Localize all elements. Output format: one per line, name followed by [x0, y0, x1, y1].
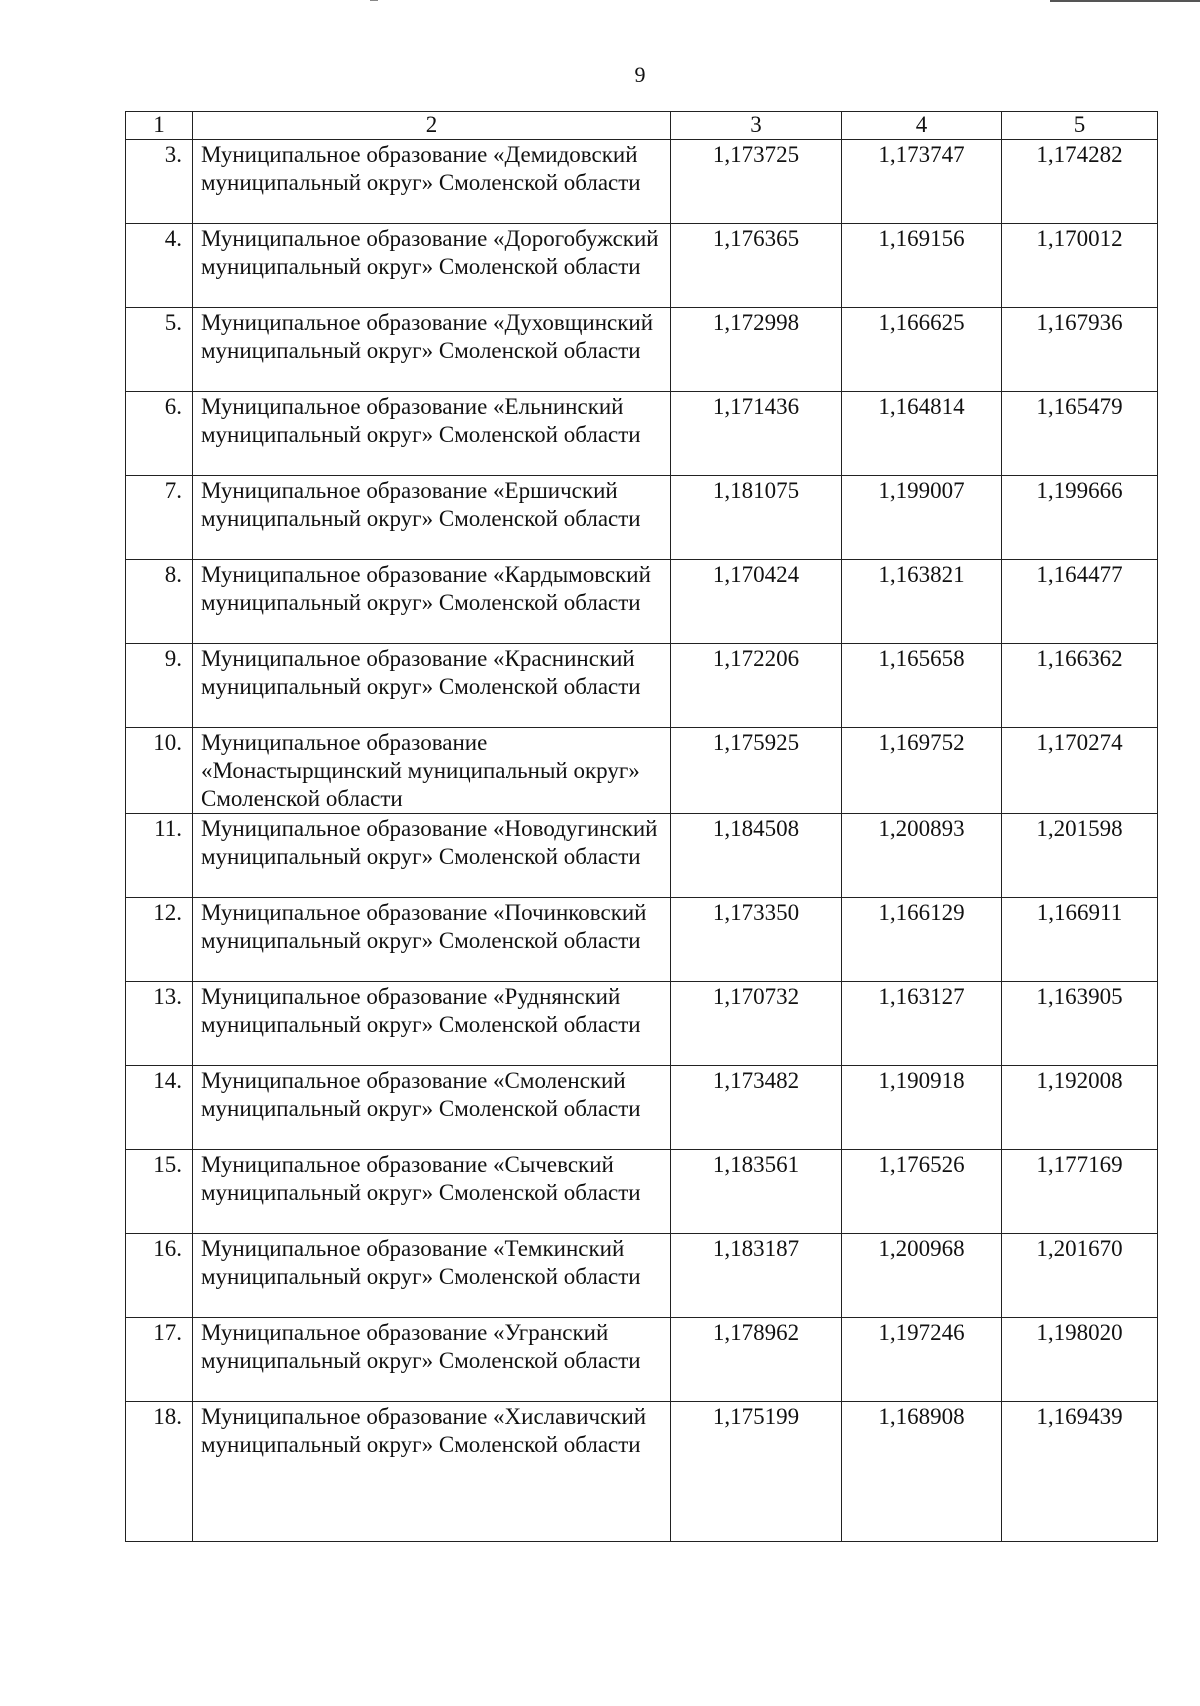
- coefficient-col-5: 1,170012: [1002, 224, 1158, 308]
- coefficient-col-4: 1,200968: [842, 1234, 1002, 1318]
- coefficient-col-3: 1,183187: [671, 1234, 842, 1318]
- table-row: [126, 982, 1158, 1066]
- coefficient-col-3: 1,173350: [671, 898, 842, 982]
- municipality-name: Муниципальное образование «Смоленский муниципальный округ» Смоленской области: [193, 1066, 671, 1150]
- coefficient-col-4: 1,168908: [842, 1402, 1002, 1542]
- table-row: [126, 1318, 1158, 1402]
- coefficient-col-5: 1,199666: [1002, 476, 1158, 560]
- municipality-name: Муниципальное образование «Краснинский муниципальный округ» Смоленской области: [193, 644, 671, 728]
- row-number: 10.: [126, 728, 193, 814]
- coefficient-col-5: 1,177169: [1002, 1150, 1158, 1234]
- coefficients-table: [125, 111, 1158, 1542]
- table-row: [126, 1402, 1158, 1542]
- coefficient-col-5: 1,164477: [1002, 560, 1158, 644]
- header-col-3: 3: [671, 112, 842, 140]
- row-number: 3.: [126, 140, 193, 224]
- coefficient-col-5: 1,198020: [1002, 1318, 1158, 1402]
- coefficient-col-3: 1,175199: [671, 1402, 842, 1542]
- municipality-name: Муниципальное образование «Угранский муниципальный округ» Смоленской области: [193, 1318, 671, 1402]
- coefficient-col-4: 1,197246: [842, 1318, 1002, 1402]
- row-number: 8.: [126, 560, 193, 644]
- municipality-name: Муниципальное образование «Ельнинский муниципальный округ» Смоленской области: [193, 392, 671, 476]
- row-number: 18.: [126, 1402, 193, 1542]
- municipality-name: Муниципальное образование «Демидовский муниципальный округ» Смоленской области: [193, 140, 671, 224]
- coefficient-col-3: 1,176365: [671, 224, 842, 308]
- header-col-4: 4: [842, 112, 1002, 140]
- municipality-name: Муниципальное образование «Темкинский муниципальный округ» Смоленской области: [193, 1234, 671, 1318]
- coefficient-col-4: 1,163127: [842, 982, 1002, 1066]
- row-number: 9.: [126, 644, 193, 728]
- scan-edge-line: [1050, 0, 1200, 2]
- row-number: 7.: [126, 476, 193, 560]
- coefficient-col-5: 1,166911: [1002, 898, 1158, 982]
- page-number: 9: [634, 62, 646, 87]
- coefficient-col-4: 1,190918: [842, 1066, 1002, 1150]
- coefficient-col-3: 1,173725: [671, 140, 842, 224]
- municipality-name: Муниципальное образование «Новодугинский муниципальный округ» Смоленской области: [193, 814, 671, 898]
- table-row: [126, 308, 1158, 392]
- municipality-name: Муниципальное образование «Дорогобужский муниципальный округ» Смоленской области: [193, 224, 671, 308]
- municipality-name: Муниципальное образование «Починковский муниципальный округ» Смоленской области: [193, 898, 671, 982]
- coefficient-col-5: 1,201670: [1002, 1234, 1158, 1318]
- municipality-name: Муниципальное образование «Руднянский муниципальный округ» Смоленской области: [193, 982, 671, 1066]
- municipality-name: Муниципальное образование «Хиславичский муниципальный округ» Смоленской области: [193, 1402, 671, 1542]
- row-number: 6.: [126, 392, 193, 476]
- header-col-2: 2: [193, 112, 671, 140]
- table-row: [126, 814, 1158, 898]
- municipality-name: Муниципальное образование «Монастырщинский муниципальный округ» Смоленской области: [193, 728, 671, 814]
- table-row: [126, 728, 1158, 814]
- coefficient-col-4: 1,166625: [842, 308, 1002, 392]
- header-col-5: 5: [1002, 112, 1158, 140]
- coefficient-col-4: 1,169156: [842, 224, 1002, 308]
- coefficient-col-3: 1,173482: [671, 1066, 842, 1150]
- table-row: [126, 392, 1158, 476]
- coefficient-col-3: 1,171436: [671, 392, 842, 476]
- table-header-row: [126, 112, 1158, 140]
- row-number: 11.: [126, 814, 193, 898]
- coefficient-col-5: 1,166362: [1002, 644, 1158, 728]
- table-row: [126, 898, 1158, 982]
- coefficient-col-5: 1,167936: [1002, 308, 1158, 392]
- coefficient-col-3: 1,181075: [671, 476, 842, 560]
- coefficient-col-3: 1,175925: [671, 728, 842, 814]
- coefficient-col-3: 1,178962: [671, 1318, 842, 1402]
- coefficient-col-5: 1,169439: [1002, 1402, 1158, 1542]
- coefficient-col-4: 1,176526: [842, 1150, 1002, 1234]
- row-number: 14.: [126, 1066, 193, 1150]
- table-row: [126, 1066, 1158, 1150]
- row-number: 12.: [126, 898, 193, 982]
- table-row: [126, 140, 1158, 224]
- coefficient-col-5: 1,163905: [1002, 982, 1158, 1066]
- coefficient-col-4: 1,173747: [842, 140, 1002, 224]
- municipality-name: Муниципальное образование «Духовщинский муниципальный округ» Смоленской области: [193, 308, 671, 392]
- coefficient-col-3: 1,184508: [671, 814, 842, 898]
- coefficient-col-4: 1,166129: [842, 898, 1002, 982]
- table-row: [126, 644, 1158, 728]
- coefficient-col-3: 1,170732: [671, 982, 842, 1066]
- coefficient-col-4: 1,164814: [842, 392, 1002, 476]
- coefficient-col-3: 1,183561: [671, 1150, 842, 1234]
- coefficient-col-4: 1,165658: [842, 644, 1002, 728]
- row-number: 17.: [126, 1318, 193, 1402]
- table-row: [126, 476, 1158, 560]
- coefficient-col-4: 1,169752: [842, 728, 1002, 814]
- coefficient-col-3: 1,170424: [671, 560, 842, 644]
- row-number: 5.: [126, 308, 193, 392]
- coefficient-col-5: 1,165479: [1002, 392, 1158, 476]
- municipality-name: Муниципальное образование «Ершичский муниципальный округ» Смоленской области: [193, 476, 671, 560]
- coefficient-col-3: 1,172998: [671, 308, 842, 392]
- coefficient-col-4: 1,199007: [842, 476, 1002, 560]
- coefficient-col-5: 1,170274: [1002, 728, 1158, 814]
- coefficient-col-5: 1,201598: [1002, 814, 1158, 898]
- coefficient-col-4: 1,163821: [842, 560, 1002, 644]
- table-body: [126, 140, 1158, 1542]
- coefficient-col-3: 1,172206: [671, 644, 842, 728]
- table-row: [126, 1150, 1158, 1234]
- scan-mark: [370, 0, 378, 1]
- municipality-name: Муниципальное образование «Кардымовский муниципальный округ» Смоленской области: [193, 560, 671, 644]
- coefficient-col-4: 1,200893: [842, 814, 1002, 898]
- table-row: [126, 224, 1158, 308]
- row-number: 4.: [126, 224, 193, 308]
- header-col-1: 1: [126, 112, 193, 140]
- coefficient-col-5: 1,174282: [1002, 140, 1158, 224]
- table-row: [126, 1234, 1158, 1318]
- row-number: 15.: [126, 1150, 193, 1234]
- row-number: 16.: [126, 1234, 193, 1318]
- municipality-name: Муниципальное образование «Сычевский муниципальный округ» Смоленской области: [193, 1150, 671, 1234]
- table-row: [126, 560, 1158, 644]
- coefficient-col-5: 1,192008: [1002, 1066, 1158, 1150]
- row-number: 13.: [126, 982, 193, 1066]
